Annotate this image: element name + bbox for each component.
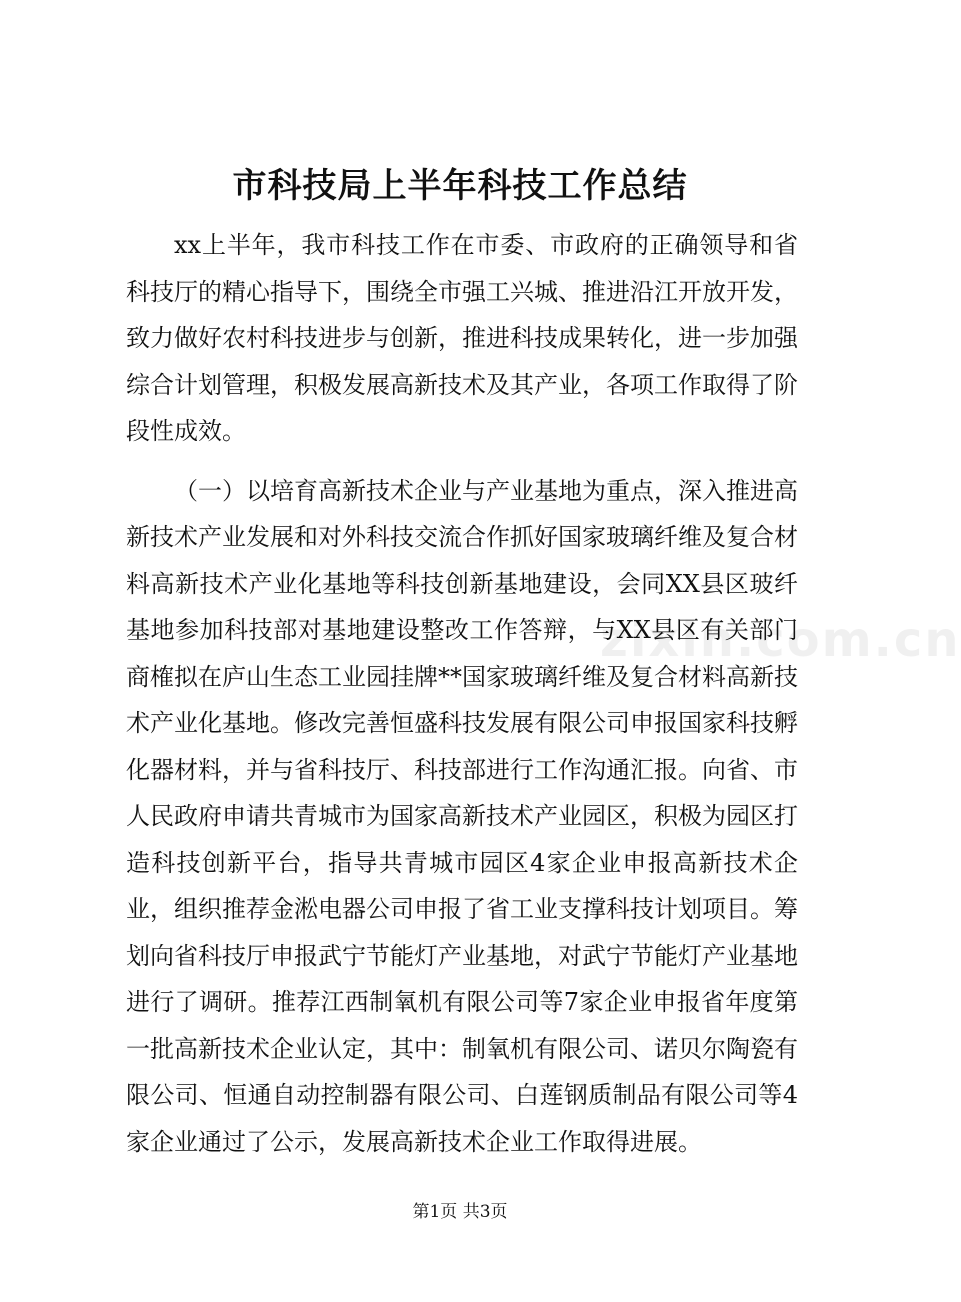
paragraph-intro: xx上半年，我市科技工作在市委、市政府的正确领导和省科技厅的精心指导下，围绕全市强工兴城、推进沿江开放开发，致力做好农村科技进步与创新，推进科技成果转化，进一步加强综合计划管理，积极发展高新技术及其产业，各项工作取得了阶段性成效。	[126, 231, 798, 445]
watermark: zixin.com.cn	[600, 612, 961, 668]
document-body	[126, 222, 798, 1178]
paragraph-section-1: （一）以培育高新技术企业与产业基地为重点，深入推进高新技术产业发展和对外科技交流合作抓好国家玻璃纤维及复合材料高新技术产业化基地等科技创新基地建设，会同XX县区玻纤基地参加科技部对基地建设整改工作答辩，与XX县区有关部门商榷拟在庐山生态工业园挂牌**国家玻璃纤维及复合材料高新技术产业化基地。修改完善恒盛科技发展有限公司申报国家科技孵化器材料，并与省科技厅、科技部进行工作沟通汇报。向省、市人民政府申请共青城市为国家高新技术产业园区，积极为园区打造科技创新平台，指导共青城市园区4家企业申报高新技术企业，组织推荐金淞电器公司申报了省工业支撑科技计划项目。筹划向省科技厅申报武宁节能灯产业基地，对武宁节能灯产业基地进行了调研。推荐江西制氧机有限公司等7家企业申报省年度第一批高新技术企业认定，其中：制氧机有限公司、诺贝尔陶瓷有限公司、恒通自动控制器有限公司、白莲钢质制品有限公司等4家企业通过了公示，发展高新技术企业工作取得进展。	[126, 476, 798, 1156]
page-footer: 第1页 共3页	[412, 1202, 508, 1222]
document-title: 市科技局上半年科技工作总结	[232, 166, 688, 206]
